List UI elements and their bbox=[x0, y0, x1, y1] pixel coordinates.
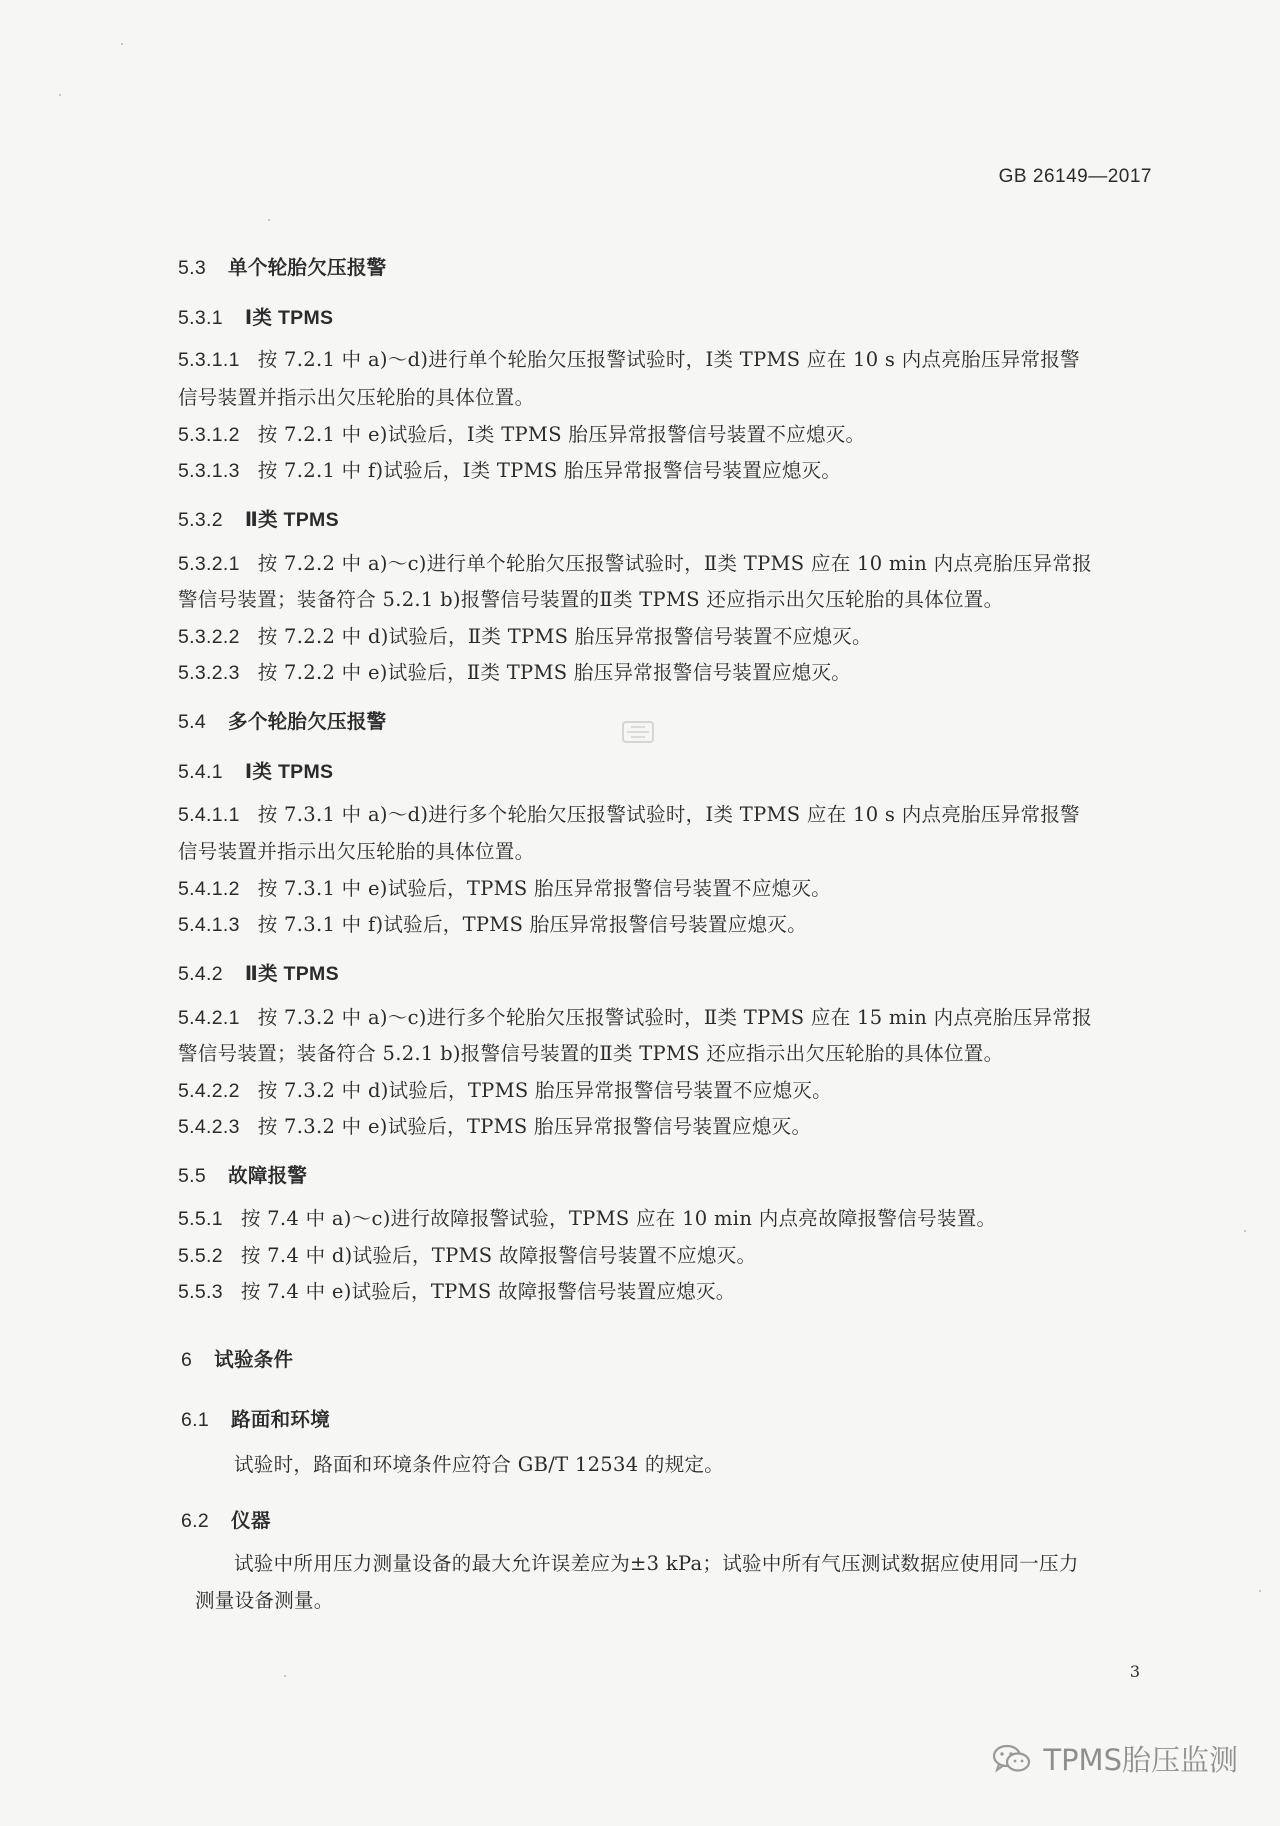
section-heading-5-3-2 bbox=[178, 504, 339, 532]
clause-text: 按 7.4 中 d)试验后，TPMS 故障报警信号装置不应熄灭。 bbox=[240, 1244, 757, 1267]
clause-text: 按 7.4 中 e)试验后，TPMS 故障报警信号装置应熄灭。 bbox=[240, 1280, 736, 1303]
section-number: 5.5 bbox=[178, 1165, 207, 1187]
clause-text: 警信号装置；装备符合 5.2.1 b)报警信号装置的Ⅱ类 TPMS 还应指示出欠压轮胎的具体位置。 bbox=[178, 1042, 1004, 1065]
section-heading-5-4-2 bbox=[178, 958, 339, 986]
clause-text: 信号装置并指示出欠压轮胎的具体位置。 bbox=[178, 840, 535, 863]
clause-text: 信号装置并指示出欠压轮胎的具体位置。 bbox=[178, 386, 535, 409]
clause-text: 按 7.3.2 中 d)试验后，TPMS 胎压异常报警信号装置不应熄灭。 bbox=[257, 1079, 832, 1102]
clause-number: 5.4.1.2 bbox=[178, 878, 240, 900]
section-heading-6-1 bbox=[181, 1404, 330, 1432]
clause-continuation bbox=[178, 584, 1003, 612]
clause-number: 5.4.2.3 bbox=[178, 1116, 240, 1138]
section-number: 5.3 bbox=[178, 257, 207, 279]
section-title: Ⅰ类 TPMS bbox=[244, 761, 334, 783]
clause-text: 警信号装置；装备符合 5.2.1 b)报警信号装置的Ⅱ类 TPMS 还应指示出欠压轮胎的具体位置。 bbox=[178, 588, 1004, 611]
document-code: GB 26149—2017 bbox=[998, 166, 1152, 187]
clause-text: 按 7.2.1 中 f)试验后，Ⅰ类 TPMS 胎压异常报警信号装置应熄灭。 bbox=[257, 459, 842, 482]
clause-5-3-1-3 bbox=[178, 455, 841, 483]
clause-text: 按 7.2.2 中 e)试验后，Ⅱ类 TPMS 胎压异常报警信号装置应熄灭。 bbox=[257, 661, 852, 684]
clause-text: 按 7.3.1 中 f)试验后，TPMS 胎压异常报警信号装置应熄灭。 bbox=[257, 913, 807, 936]
section-heading-5-3-1 bbox=[178, 302, 333, 330]
clause-5-5-2 bbox=[178, 1240, 756, 1268]
section-heading-5-5 bbox=[178, 1160, 307, 1188]
clause-5-5-1 bbox=[178, 1203, 996, 1231]
section-title: Ⅱ类 TPMS bbox=[244, 963, 339, 985]
clause-5-4-2-2 bbox=[178, 1075, 832, 1103]
paragraph-6-1 bbox=[234, 1449, 724, 1477]
clause-5-3-2-1 bbox=[178, 548, 1092, 576]
clause-number: 5.5.2 bbox=[178, 1245, 223, 1267]
chapter-title: 试验条件 bbox=[214, 1349, 294, 1371]
page-number: 3 bbox=[1129, 1662, 1140, 1681]
clause-text: 按 7.2.1 中 a)～d)进行单个轮胎欠压报警试验时，Ⅰ类 TPMS 应在 10 s 内点亮胎压异常报警 bbox=[257, 348, 1080, 371]
clause-number: 5.5.3 bbox=[178, 1281, 223, 1303]
section-heading-5-3 bbox=[178, 252, 386, 280]
section-title: 单个轮胎欠压报警 bbox=[228, 257, 387, 279]
clause-text: 按 7.3.1 中 e)试验后，TPMS 胎压异常报警信号装置不应熄灭。 bbox=[257, 877, 832, 900]
section-title: 故障报警 bbox=[228, 1165, 308, 1187]
clause-number: 5.3.1.2 bbox=[178, 424, 240, 446]
section-title: Ⅱ类 TPMS bbox=[244, 509, 339, 531]
section-heading-6-2 bbox=[181, 1505, 271, 1533]
clause-number: 5.3.1.3 bbox=[178, 460, 240, 482]
section-heading-5-4 bbox=[178, 706, 386, 734]
faint-stamp-mark bbox=[622, 720, 654, 744]
clause-5-4-2-3 bbox=[178, 1111, 811, 1139]
scan-speck bbox=[1259, 1590, 1261, 1592]
section-number: 5.4 bbox=[178, 711, 207, 733]
clause-text: 按 7.4 中 a)～c)进行故障报警试验，TPMS 应在 10 min 内点亮故障报警信号装置。 bbox=[240, 1207, 997, 1230]
section-number: 5.3.1 bbox=[178, 307, 223, 329]
clause-text: 按 7.2.2 中 a)～c)进行单个轮胎欠压报警试验时，Ⅱ类 TPMS 应在 10 min 内点亮胎压异常报 bbox=[257, 552, 1093, 575]
scan-speck bbox=[1244, 1230, 1246, 1232]
watermark-text: TPMS胎压监测 bbox=[1043, 1743, 1238, 1777]
clause-5-4-1-1 bbox=[178, 799, 1080, 827]
clause-continuation bbox=[178, 382, 534, 410]
section-heading-5-4-1 bbox=[178, 756, 333, 784]
clause-5-4-2-1 bbox=[178, 1002, 1092, 1030]
clause-text: 按 7.2.2 中 d)试验后，Ⅱ类 TPMS 胎压异常报警信号装置不应熄灭。 bbox=[257, 625, 872, 648]
clause-5-4-1-2 bbox=[178, 873, 831, 901]
paragraph-text: 试验时，路面和环境条件应符合 GB/T 12534 的规定。 bbox=[234, 1453, 725, 1476]
clause-number: 5.4.1.3 bbox=[178, 914, 240, 936]
clause-5-4-1-3 bbox=[178, 909, 807, 937]
chapter-heading-6 bbox=[181, 1344, 293, 1372]
paragraph-text: 测量设备测量。 bbox=[195, 1589, 334, 1612]
clause-text: 按 7.2.1 中 e)试验后，Ⅰ类 TPMS 胎压异常报警信号装置不应熄灭。 bbox=[257, 423, 866, 446]
clause-number: 5.3.2.1 bbox=[178, 553, 240, 575]
scan-speck bbox=[59, 94, 61, 96]
clause-number: 5.5.1 bbox=[178, 1208, 223, 1230]
paragraph-continuation bbox=[195, 1585, 334, 1613]
watermark bbox=[991, 1738, 1238, 1779]
section-number: 5.3.2 bbox=[178, 509, 223, 531]
scan-speck bbox=[284, 1675, 286, 1677]
clause-text: 按 7.3.2 中 e)试验后，TPMS 胎压异常报警信号装置应熄灭。 bbox=[257, 1115, 812, 1138]
section-title: 仪器 bbox=[231, 1510, 271, 1532]
wechat-icon bbox=[991, 1742, 1033, 1776]
clause-5-3-1-1 bbox=[178, 344, 1080, 372]
section-title: Ⅰ类 TPMS bbox=[244, 307, 334, 329]
clause-number: 5.3.2.2 bbox=[178, 626, 240, 648]
scan-speck bbox=[268, 219, 270, 221]
section-number: 5.4.2 bbox=[178, 963, 223, 985]
chapter-number: 6 bbox=[181, 1349, 193, 1371]
clause-text: 按 7.3.1 中 a)～d)进行多个轮胎欠压报警试验时，Ⅰ类 TPMS 应在 10 s 内点亮胎压异常报警 bbox=[257, 803, 1080, 826]
clause-5-3-1-2 bbox=[178, 419, 865, 447]
section-number: 6.2 bbox=[181, 1510, 210, 1532]
clause-number: 5.3.1.1 bbox=[178, 349, 240, 371]
clause-number: 5.4.2.2 bbox=[178, 1080, 240, 1102]
paragraph-6-2 bbox=[234, 1548, 1079, 1576]
section-title: 多个轮胎欠压报警 bbox=[228, 711, 387, 733]
paragraph-text: 试验中所用压力测量设备的最大允许误差应为±3 kPa；试验中所有气压测试数据应使用同一压力 bbox=[234, 1552, 1079, 1575]
scan-speck bbox=[121, 43, 123, 45]
clause-5-3-2-3 bbox=[178, 657, 851, 685]
clause-continuation bbox=[178, 836, 534, 864]
clause-5-3-2-2 bbox=[178, 621, 872, 649]
section-title: 路面和环境 bbox=[231, 1409, 331, 1431]
clause-number: 5.4.2.1 bbox=[178, 1007, 240, 1029]
clause-text: 按 7.3.2 中 a)～c)进行多个轮胎欠压报警试验时，Ⅱ类 TPMS 应在 15 min 内点亮胎压异常报 bbox=[257, 1006, 1093, 1029]
section-number: 5.4.1 bbox=[178, 761, 223, 783]
clause-5-5-3 bbox=[178, 1276, 736, 1304]
clause-number: 5.4.1.1 bbox=[178, 804, 240, 826]
clause-number: 5.3.2.3 bbox=[178, 662, 240, 684]
section-number: 6.1 bbox=[181, 1409, 210, 1431]
clause-continuation bbox=[178, 1038, 1003, 1066]
